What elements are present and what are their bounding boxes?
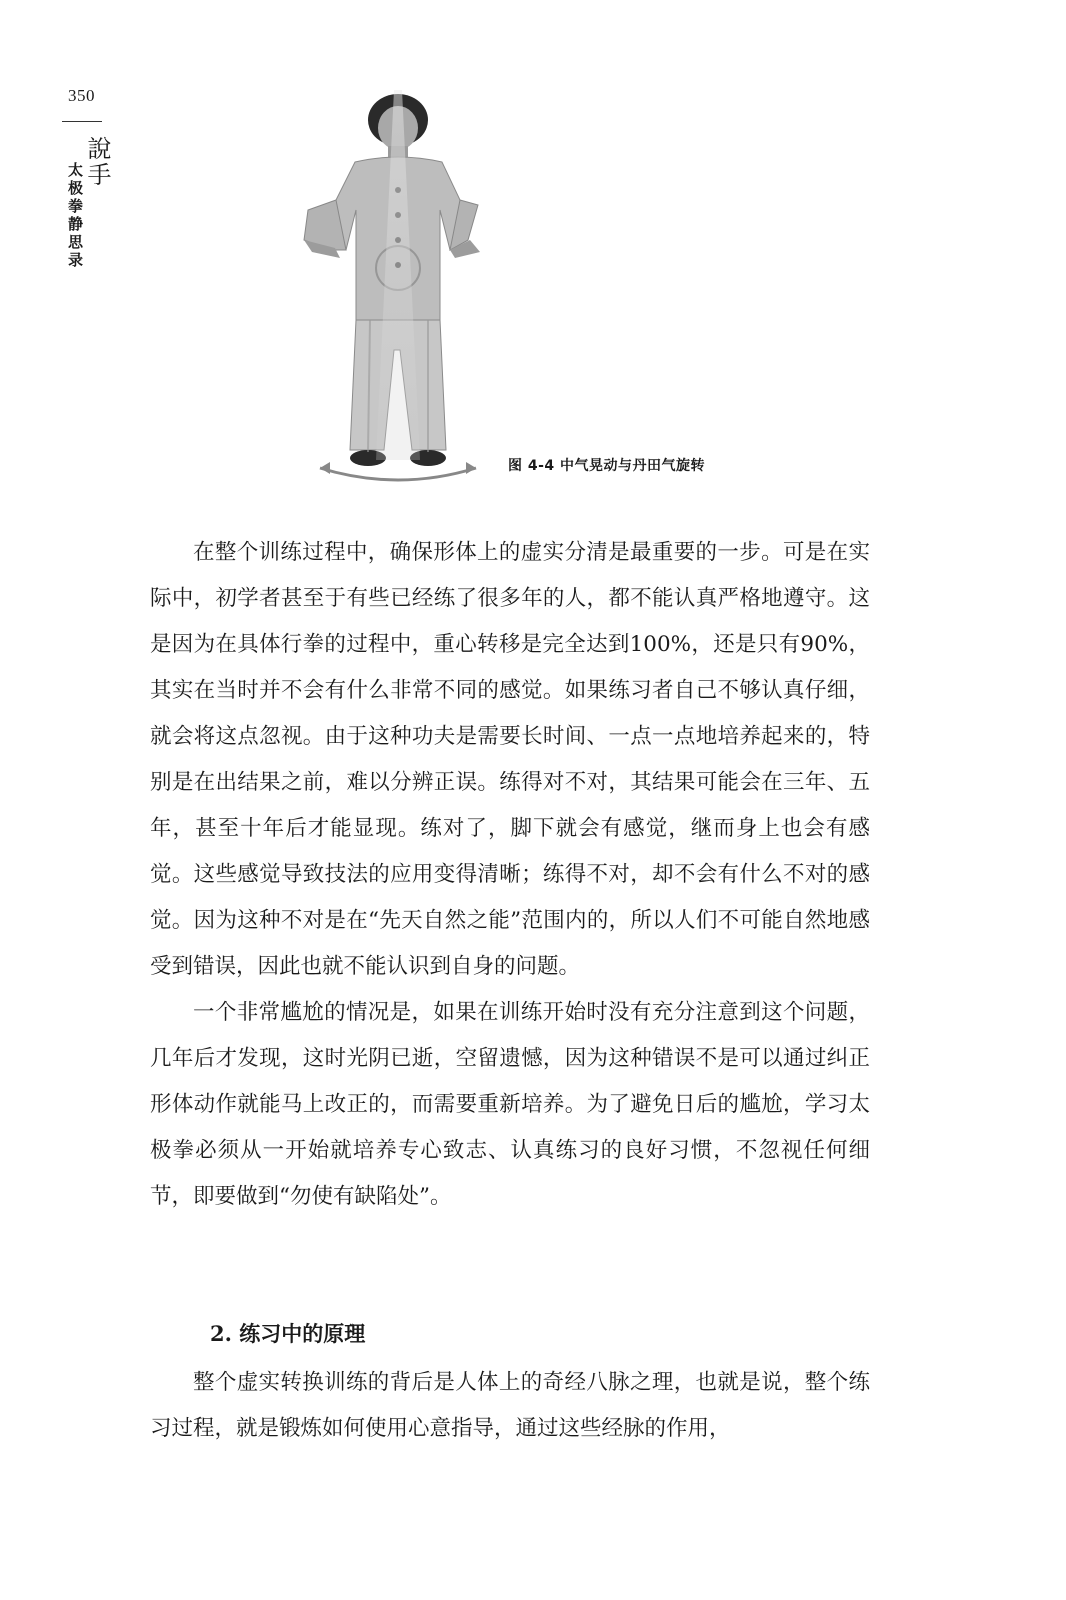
page-number: 350 bbox=[68, 86, 95, 105]
page-number-rule bbox=[62, 121, 102, 122]
figure-photo bbox=[300, 90, 490, 495]
figure-standing-person bbox=[300, 90, 490, 495]
paragraph-2: 一个非常尴尬的情况是，如果在训练开始时没有充分注意到这个问题，几年后才发现，这时光阴已逝，空留遗憾，因为这种错误不是可以通过纠正形体动作就能马上改正的，而需要重新培养。为了避免日后的尴尬，学习太极拳必须从一开始就培养专心致志、认真练习的良好习惯，不忽视任何细节，即要做到“勿使有缺陷处”。 bbox=[150, 1000, 870, 1209]
section-text bbox=[150, 1360, 870, 1452]
running-title-book: 太极拳静思录 bbox=[66, 162, 84, 270]
running-title bbox=[64, 136, 124, 296]
section-paragraph-1: 整个虚实转换训练的背后是人体上的奇经八脉之理，也就是说，整个练习过程，就是锻炼如何使用心意指导，通过这些经脉的作用， bbox=[150, 1370, 870, 1441]
section-heading: 2. 练习中的原理 bbox=[210, 1321, 366, 1346]
running-title-calligraphy: 說手 bbox=[83, 136, 111, 188]
paragraph-1: 在整个训练过程中，确保形体上的虚实分清是最重要的一步。可是在实际中，初学者甚至于有些已经练了很多年的人，都不能认真严格地遵守。这是因为在具体行拳的过程中，重心转移是完全达到100%，还是只有90%，其实在当时并不会有什么非常不同的感觉。如果练习者自己不够认真仔细，就会将这点忽视。由于这种功夫是需要长时间、一点一点地培养起来的，特别是在出结果之前，难以分辨正误。练得对不对，其结果可能会在三年、五年，甚至十年后才能显现。练对了，脚下就会有感觉，继而身上也会有感觉。这些感觉导致技法的应用变得清晰；练得不对，却不会有什么不对的感觉。因为这种不对是在“先天自然之能”范围内的，所以人们不可能自然地感受到错误，因此也就不能认识到自身的问题。 bbox=[150, 540, 870, 979]
body-text bbox=[150, 530, 870, 1220]
figure-caption: 图 4-4 中气晃动与丹田气旋转 bbox=[508, 458, 706, 474]
